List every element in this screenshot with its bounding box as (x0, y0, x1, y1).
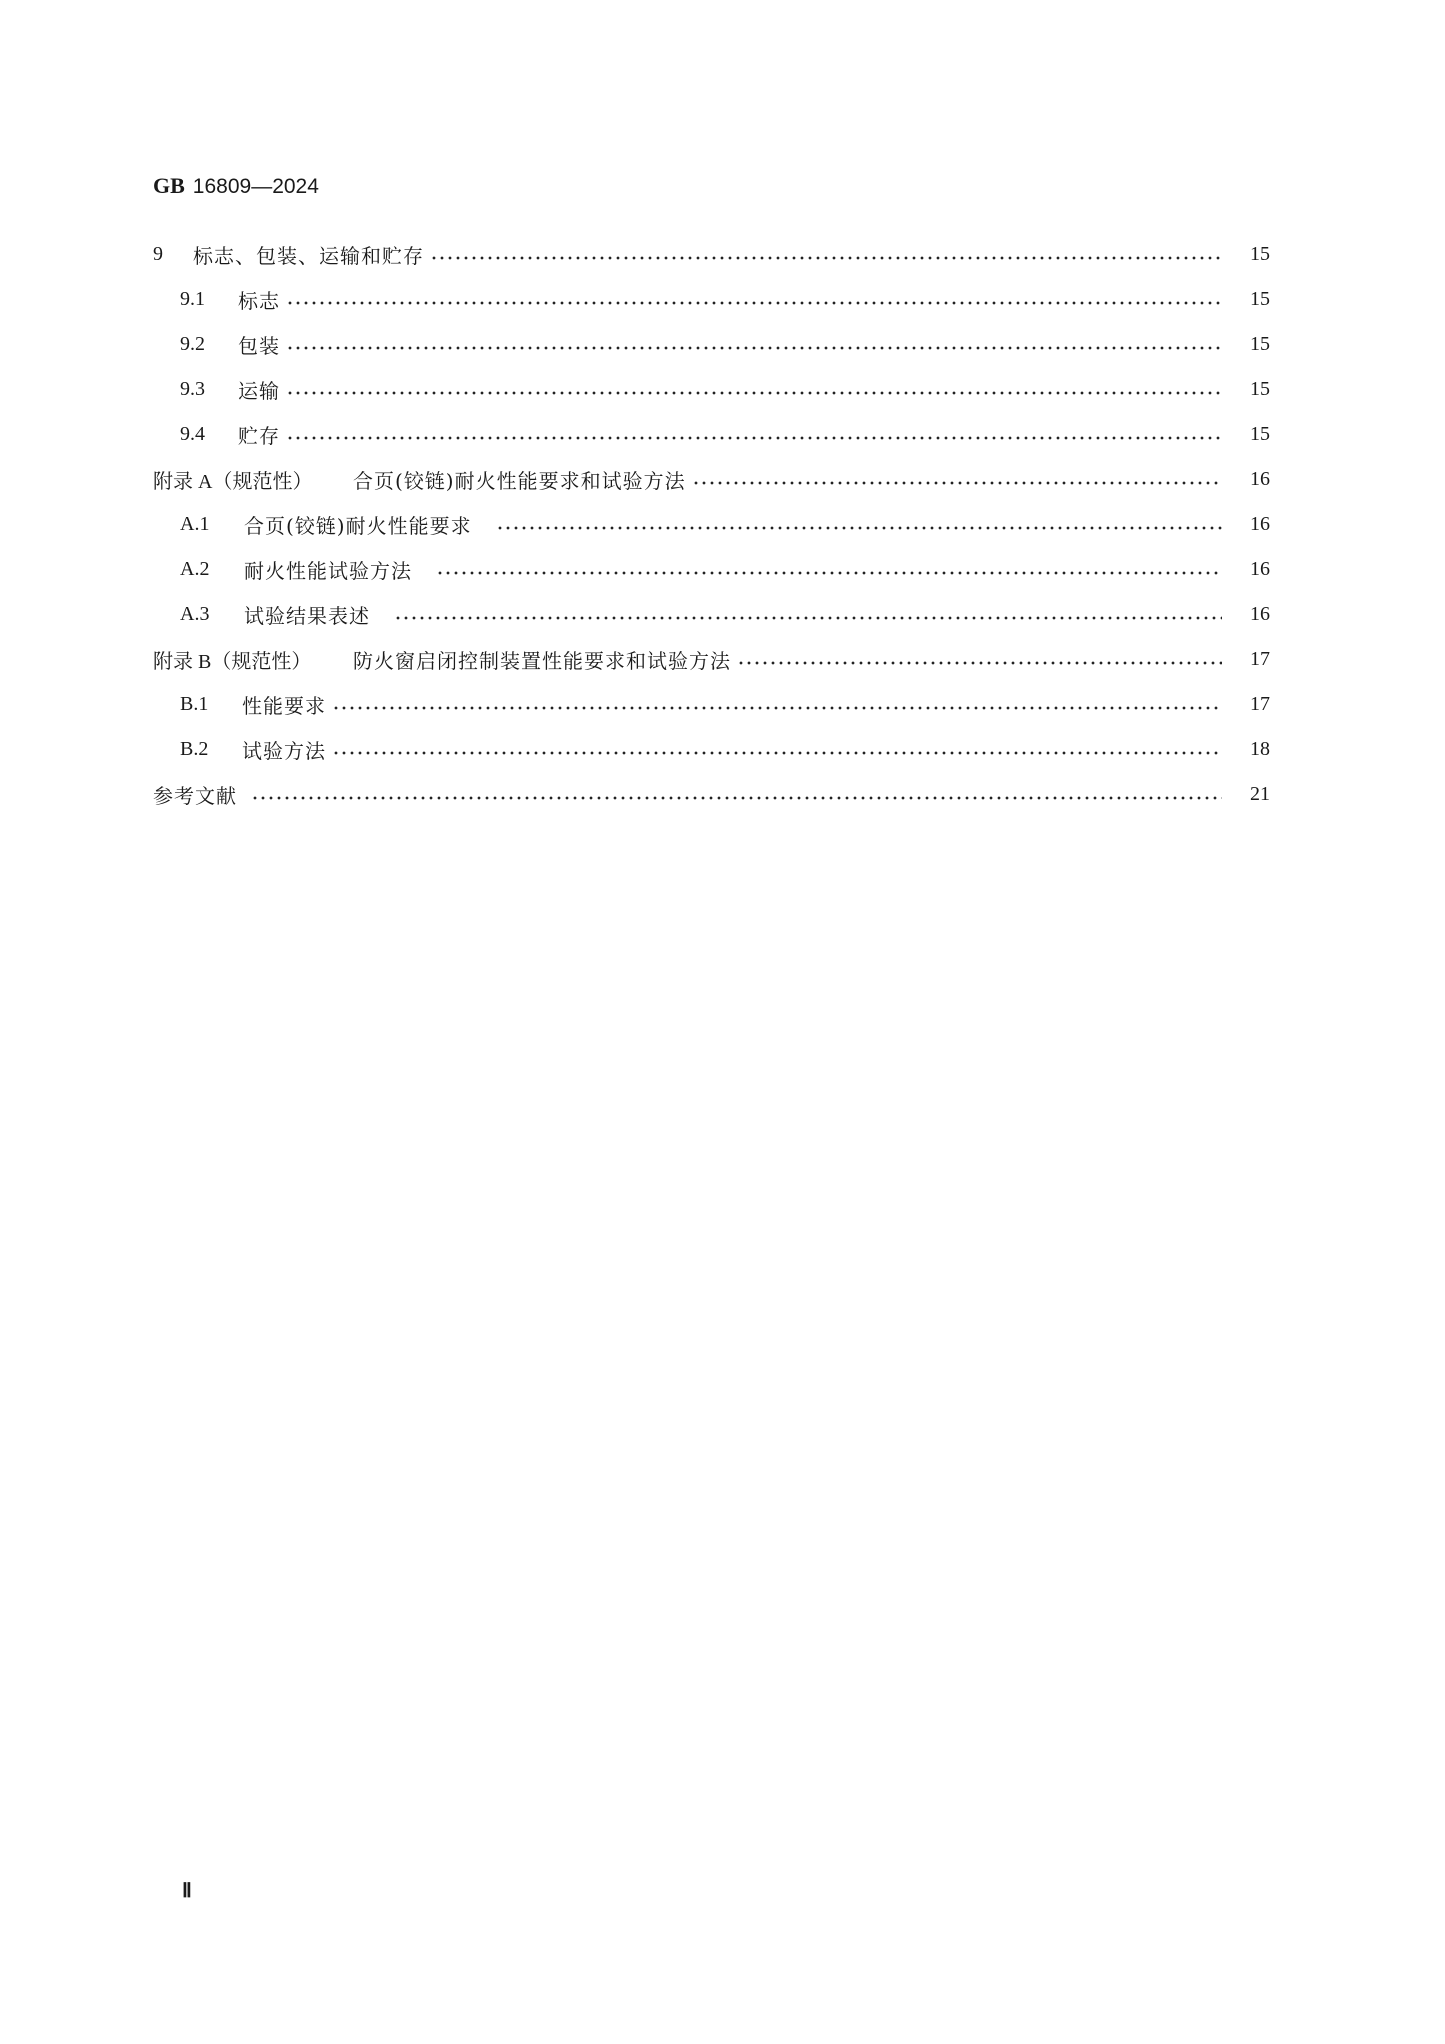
standard-number: 16809—2024 (192, 175, 319, 198)
toc-entry-page: 16 (1250, 513, 1270, 535)
toc-entry-title: 包装 (238, 334, 280, 358)
dot-leader (394, 616, 1222, 620)
toc-entry-title: 性能要求 (242, 694, 326, 718)
dot-leader (332, 706, 1222, 710)
document-header (153, 172, 319, 201)
dot-leader (251, 796, 1222, 800)
toc-entry-number: A.1 (180, 513, 210, 535)
toc-entry-title: 试验方法 (242, 739, 326, 763)
dot-leader (286, 436, 1222, 440)
toc-entry-title: 合页(铰链)耐火性能要求 (244, 514, 472, 538)
toc-entry-page: 17 (1250, 693, 1270, 715)
toc-entry-appendix-b[interactable] (153, 637, 1270, 682)
toc-entry-page: 15 (1250, 378, 1270, 400)
toc-entry[interactable] (180, 502, 1270, 547)
toc-entry-page: 21 (1250, 783, 1270, 805)
dot-leader (332, 751, 1222, 755)
toc-entry-title: 试验结果表述 (244, 604, 370, 628)
toc-entry[interactable] (153, 232, 1270, 277)
toc-entry-references[interactable] (153, 772, 1270, 817)
toc-entry-title: 贮存 (238, 424, 280, 448)
toc-entry-page: 16 (1250, 558, 1270, 580)
toc-entry-page: 18 (1250, 738, 1270, 760)
dot-leader (286, 346, 1222, 350)
toc-entry-number: 9 (153, 243, 163, 265)
toc-entry-number: B.1 (180, 693, 209, 715)
toc-entry-number: B.2 (180, 738, 209, 760)
toc-entry-title: 参考文献 (153, 784, 237, 808)
toc-entry[interactable] (180, 592, 1270, 637)
dot-leader (436, 571, 1222, 575)
dot-leader (737, 661, 1222, 665)
toc-entry-page: 15 (1250, 243, 1270, 265)
toc-entry[interactable] (180, 682, 1270, 727)
toc-entry-title: 标志、包装、运输和贮存 (193, 244, 424, 268)
toc-entry-number: 9.1 (180, 288, 205, 310)
dot-leader (692, 481, 1222, 485)
toc-entry-title: 合页(铰链)耐火性能要求和试验方法 (353, 469, 686, 493)
dot-leader (286, 391, 1222, 395)
toc-entry[interactable] (180, 727, 1270, 772)
page-number: Ⅱ (182, 1880, 192, 1902)
toc-entry-title: 耐火性能试验方法 (244, 559, 412, 583)
dot-leader (430, 256, 1222, 260)
toc-entry-number: 附录 A（规范性） (153, 471, 313, 493)
toc-entry-title: 防火窗启闭控制装置性能要求和试验方法 (353, 649, 731, 673)
toc-entry-number: 9.2 (180, 333, 205, 355)
toc-entry-page: 16 (1250, 603, 1270, 625)
toc-entry[interactable] (180, 412, 1270, 457)
toc-entry-number: A.3 (180, 603, 210, 625)
toc-entry[interactable] (180, 367, 1270, 412)
toc-entry[interactable] (180, 277, 1270, 322)
dot-leader (496, 526, 1222, 530)
toc-entry-page: 16 (1250, 468, 1270, 490)
toc-entry-number: 9.4 (180, 423, 205, 445)
toc-entry[interactable] (180, 322, 1270, 367)
toc-entry-title: 运输 (238, 379, 280, 403)
toc-entry-page: 15 (1250, 333, 1270, 355)
standard-prefix: GB (153, 173, 185, 198)
toc-entry[interactable] (180, 547, 1270, 592)
toc-entry-number: 9.3 (180, 378, 205, 400)
toc-entry-number: 附录 B（规范性） (153, 651, 312, 673)
toc-entry-page: 17 (1250, 648, 1270, 670)
toc-entry-title: 标志 (238, 289, 280, 313)
toc-entry-number: A.2 (180, 558, 210, 580)
toc-entry-appendix-a[interactable] (153, 457, 1270, 502)
toc-entry-page: 15 (1250, 423, 1270, 445)
dot-leader (286, 301, 1222, 305)
toc-entry-page: 15 (1250, 288, 1270, 310)
